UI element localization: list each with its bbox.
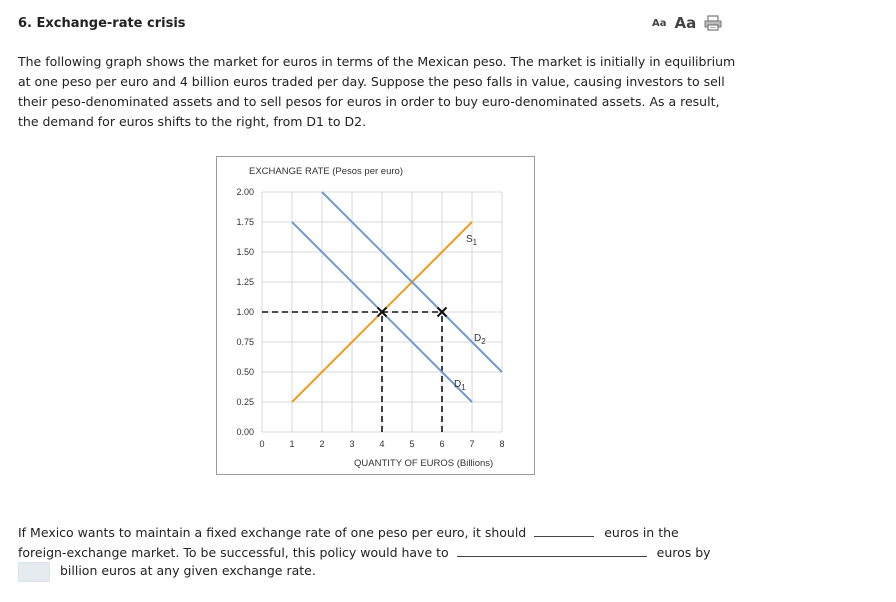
y-tick-label: 1.75 (236, 217, 254, 227)
x-tick-label: 3 (349, 439, 355, 449)
question-line-2-after: euros by (656, 545, 711, 560)
intro-paragraph: The following graph shows the market for euros in terms of the Mexican peso. The market is initially in equilibrium at one peso per euro and 4 billion euros traded per day. Suppose the peso falls in value, causing investors to sell their peso-denominated assets and to sell pesos for euros in order to buy euro-denominated assets. As a result, the demand for euros shifts to the right, from D1 to D2. (18, 54, 736, 129)
tick-labels (236, 187, 504, 449)
curve-label: $S_1$ (466, 234, 478, 247)
x-tick-label: 6 (439, 439, 445, 449)
amount-input[interactable] (18, 562, 50, 582)
x-tick-label: 0 (259, 439, 265, 449)
question-line-2-text: foreign-exchange market. To be successful, this policy would have to (18, 545, 449, 560)
question-line-2 (18, 542, 711, 563)
x-tick-label: 7 (469, 439, 475, 449)
toolbar (652, 14, 722, 32)
y-tick-label: 2.00 (236, 187, 254, 197)
question-line-1-text: If Mexico wants to maintain a fixed exchange rate of one peso per euro, it should (18, 525, 527, 540)
question-line-3 (18, 561, 316, 582)
printer-icon[interactable] (704, 15, 722, 31)
exchange-rate-chart (216, 156, 535, 475)
curve-label: $D_1$ (454, 379, 466, 392)
y-tick-label: 0.25 (236, 397, 254, 407)
x-axis-title: QUANTITY OF EUROS (Billions) (354, 458, 494, 469)
curve-label: $D_2$ (474, 333, 486, 346)
question-line-1-after: euros in the (604, 525, 679, 540)
y-axis-title: EXCHANGE RATE (Pesos per euro) (249, 166, 403, 177)
x-tick-label: 8 (499, 439, 505, 449)
y-tick-label: 0.00 (236, 427, 254, 437)
question-line-1 (18, 522, 679, 543)
curves[interactable] (292, 192, 502, 402)
question-title: 6. Exchange-rate crisis (18, 16, 186, 31)
curve-labels (454, 234, 486, 392)
x-tick-label: 4 (379, 439, 385, 449)
y-tick-label: 1.00 (236, 307, 254, 317)
x-tick-label: 2 (319, 439, 325, 449)
x-tick-label: 1 (289, 439, 295, 449)
y-tick-label: 0.75 (236, 337, 254, 347)
action-dropdown[interactable] (534, 522, 594, 537)
x-tick-label: 5 (409, 439, 415, 449)
y-tick-label: 1.25 (236, 277, 254, 287)
y-tick-label: 0.50 (236, 367, 254, 377)
chart-svg (217, 157, 536, 476)
decrease-font-button[interactable]: Aa (652, 17, 667, 29)
increase-font-button[interactable]: Aa (674, 14, 697, 32)
policy-dropdown[interactable] (457, 542, 647, 557)
y-tick-label: 1.50 (236, 247, 254, 257)
question-line-3-text: billion euros at any given exchange rate. (59, 563, 316, 578)
